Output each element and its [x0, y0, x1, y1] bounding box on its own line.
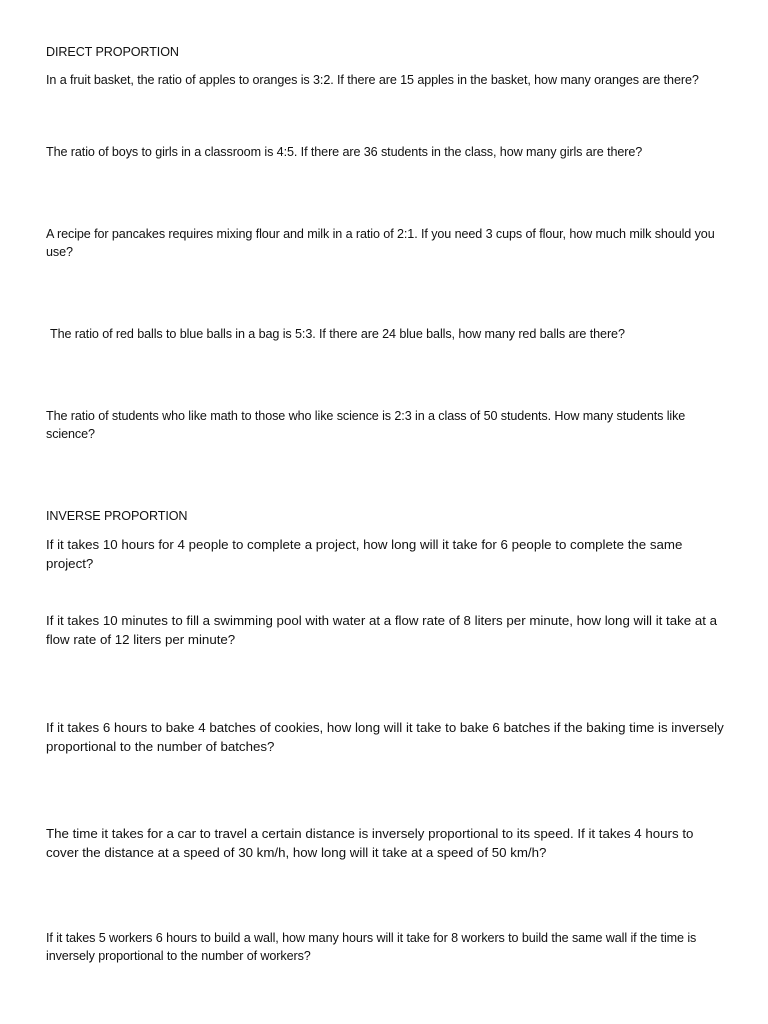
direct-question-5: The ratio of students who like math to those who like science is 2:3 in a class of 50 students. How many students like science?: [46, 409, 686, 441]
direct-question-1: In a fruit basket, the ratio of apples to oranges is 3:2. If there are 15 apples in the basket, how many oranges are there?: [46, 73, 699, 87]
direct-question-4: The ratio of red balls to blue balls in a bag is 5:3. If there are 24 blue balls, how many red balls are there?: [50, 327, 625, 341]
inverse-proportion-heading: INVERSE PROPORTION: [46, 509, 188, 523]
direct-question-2: The ratio of boys to girls in a classroom is 4:5. If there are 36 students in the class, how many girls are there?: [46, 145, 643, 159]
direct-question-3: A recipe for pancakes requires mixing flour and milk in a ratio of 2:1. If you need 3 cups of flour, how much milk should you use?: [46, 227, 715, 259]
direct-proportion-heading: DIRECT PROPORTION: [46, 45, 179, 59]
inverse-question-3: If it takes 6 hours to bake 4 batches of cookies, how long will it take to bake 6 batches if the baking time is inversely proportional to the number of batches?: [46, 720, 724, 754]
inverse-question-5: If it takes 5 workers 6 hours to build a wall, how many hours will it take for 8 workers to build the same wall if the time is inversely proportional to the number of workers?: [46, 931, 697, 963]
inverse-question-4: The time it takes for a car to travel a certain distance is inversely proportional to its speed. If it takes 4 hours to cover the distance at a speed of 30 km/h, how long will it take at a speed of 50 km/h?: [46, 826, 694, 860]
inverse-question-2: If it takes 10 minutes to fill a swimming pool with water at a flow rate of 8 liters per minute, how long will it take at a flow rate of 12 liters per minute?: [46, 613, 718, 647]
inverse-question-1: If it takes 10 hours for 4 people to complete a project, how long will it take for 6 people to complete the same project?: [46, 537, 683, 571]
